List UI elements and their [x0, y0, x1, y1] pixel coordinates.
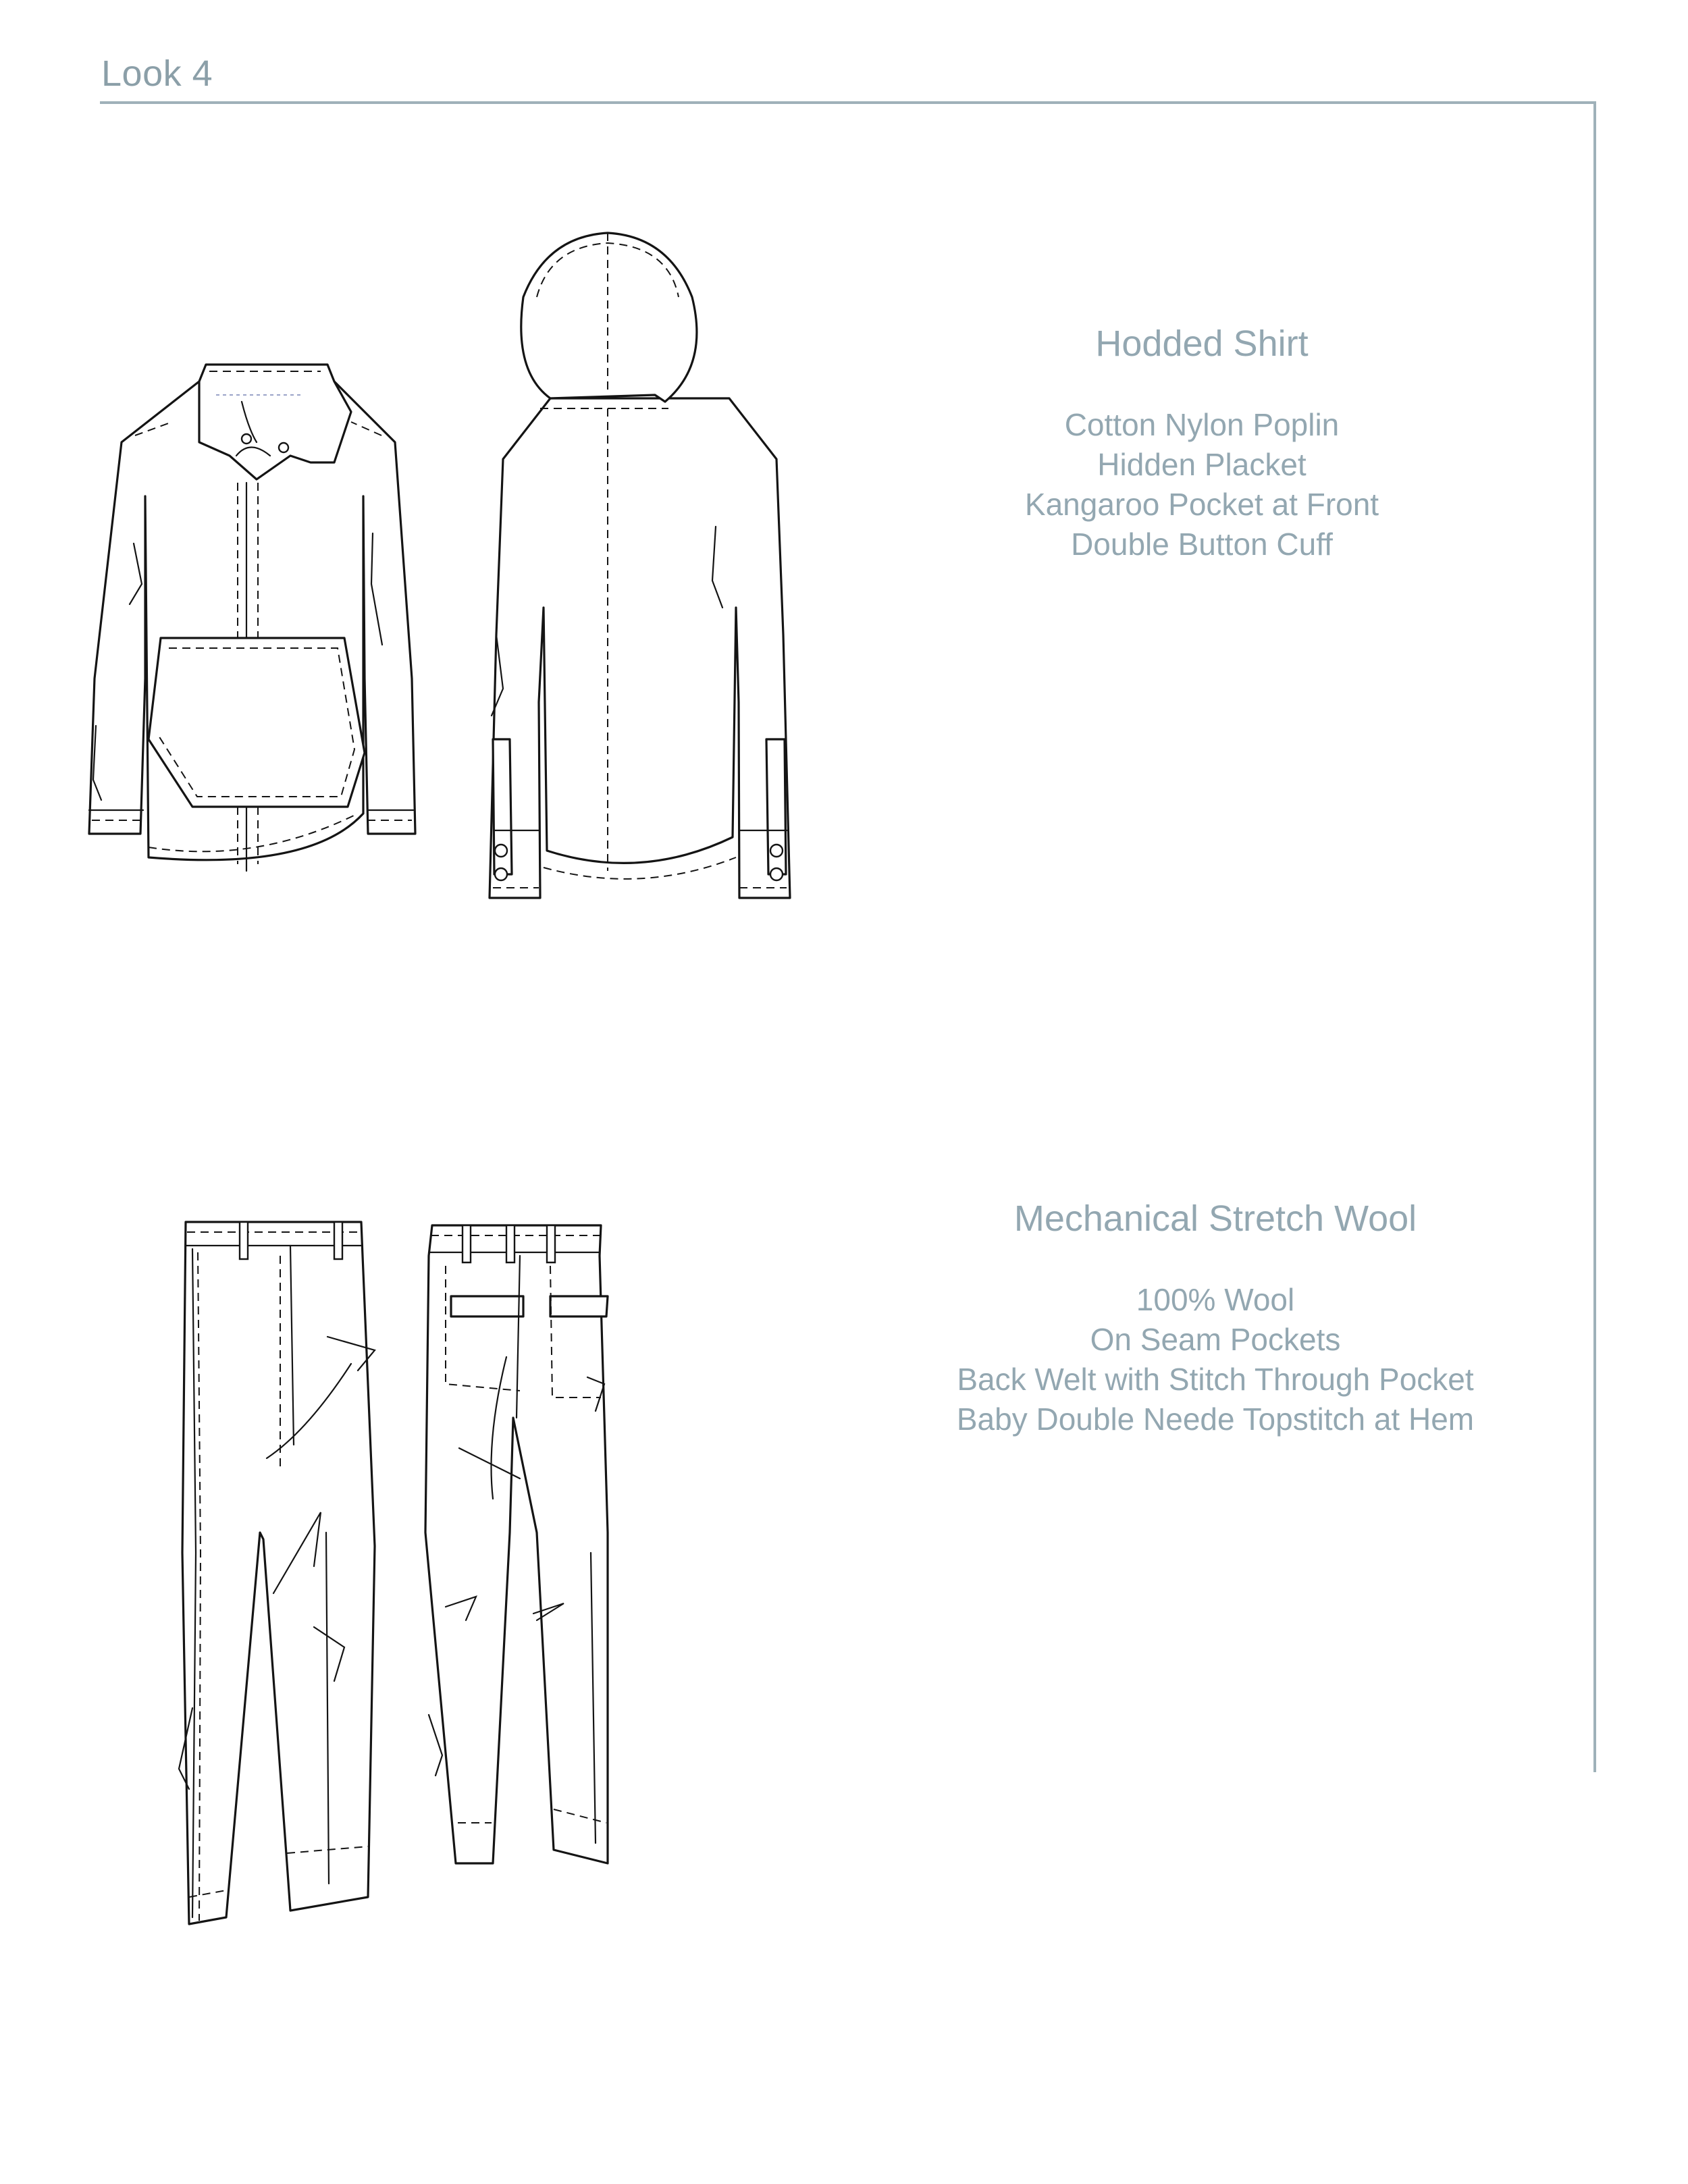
garment-detail: On Seam Pockets — [1090, 1322, 1341, 1357]
garment-detail: Back Welt with Stitch Through Pocket — [957, 1362, 1474, 1397]
pants-front-sketch — [179, 1215, 395, 1944]
pants-back-sketch — [419, 1215, 635, 1890]
garment-title: Mechanical Stretch Wool — [1013, 1198, 1417, 1239]
shirt-front-sketch — [81, 361, 432, 901]
garment-detail: Hidden Placket — [1097, 447, 1307, 482]
hooded-shirt-spec — [932, 323, 1472, 564]
garment-detail: 100% Wool — [1136, 1282, 1295, 1317]
frame-right-rule — [1593, 101, 1596, 1772]
garment-detail: Baby Double Neede Topstitch at Hem — [956, 1402, 1475, 1437]
look-label: Look 4 — [101, 53, 213, 94]
garment-detail: Cotton Nylon Poplin — [1064, 407, 1340, 442]
garment-detail: Kangaroo Pocket at Front — [1024, 487, 1379, 522]
garment-title: Hodded Shirt — [1095, 323, 1309, 364]
garment-detail: Double Button Cuff — [1071, 527, 1333, 562]
frame-top-rule — [100, 101, 1595, 104]
shirt-back-sketch — [439, 230, 790, 905]
stretch-wool-pants-spec — [878, 1198, 1553, 1439]
